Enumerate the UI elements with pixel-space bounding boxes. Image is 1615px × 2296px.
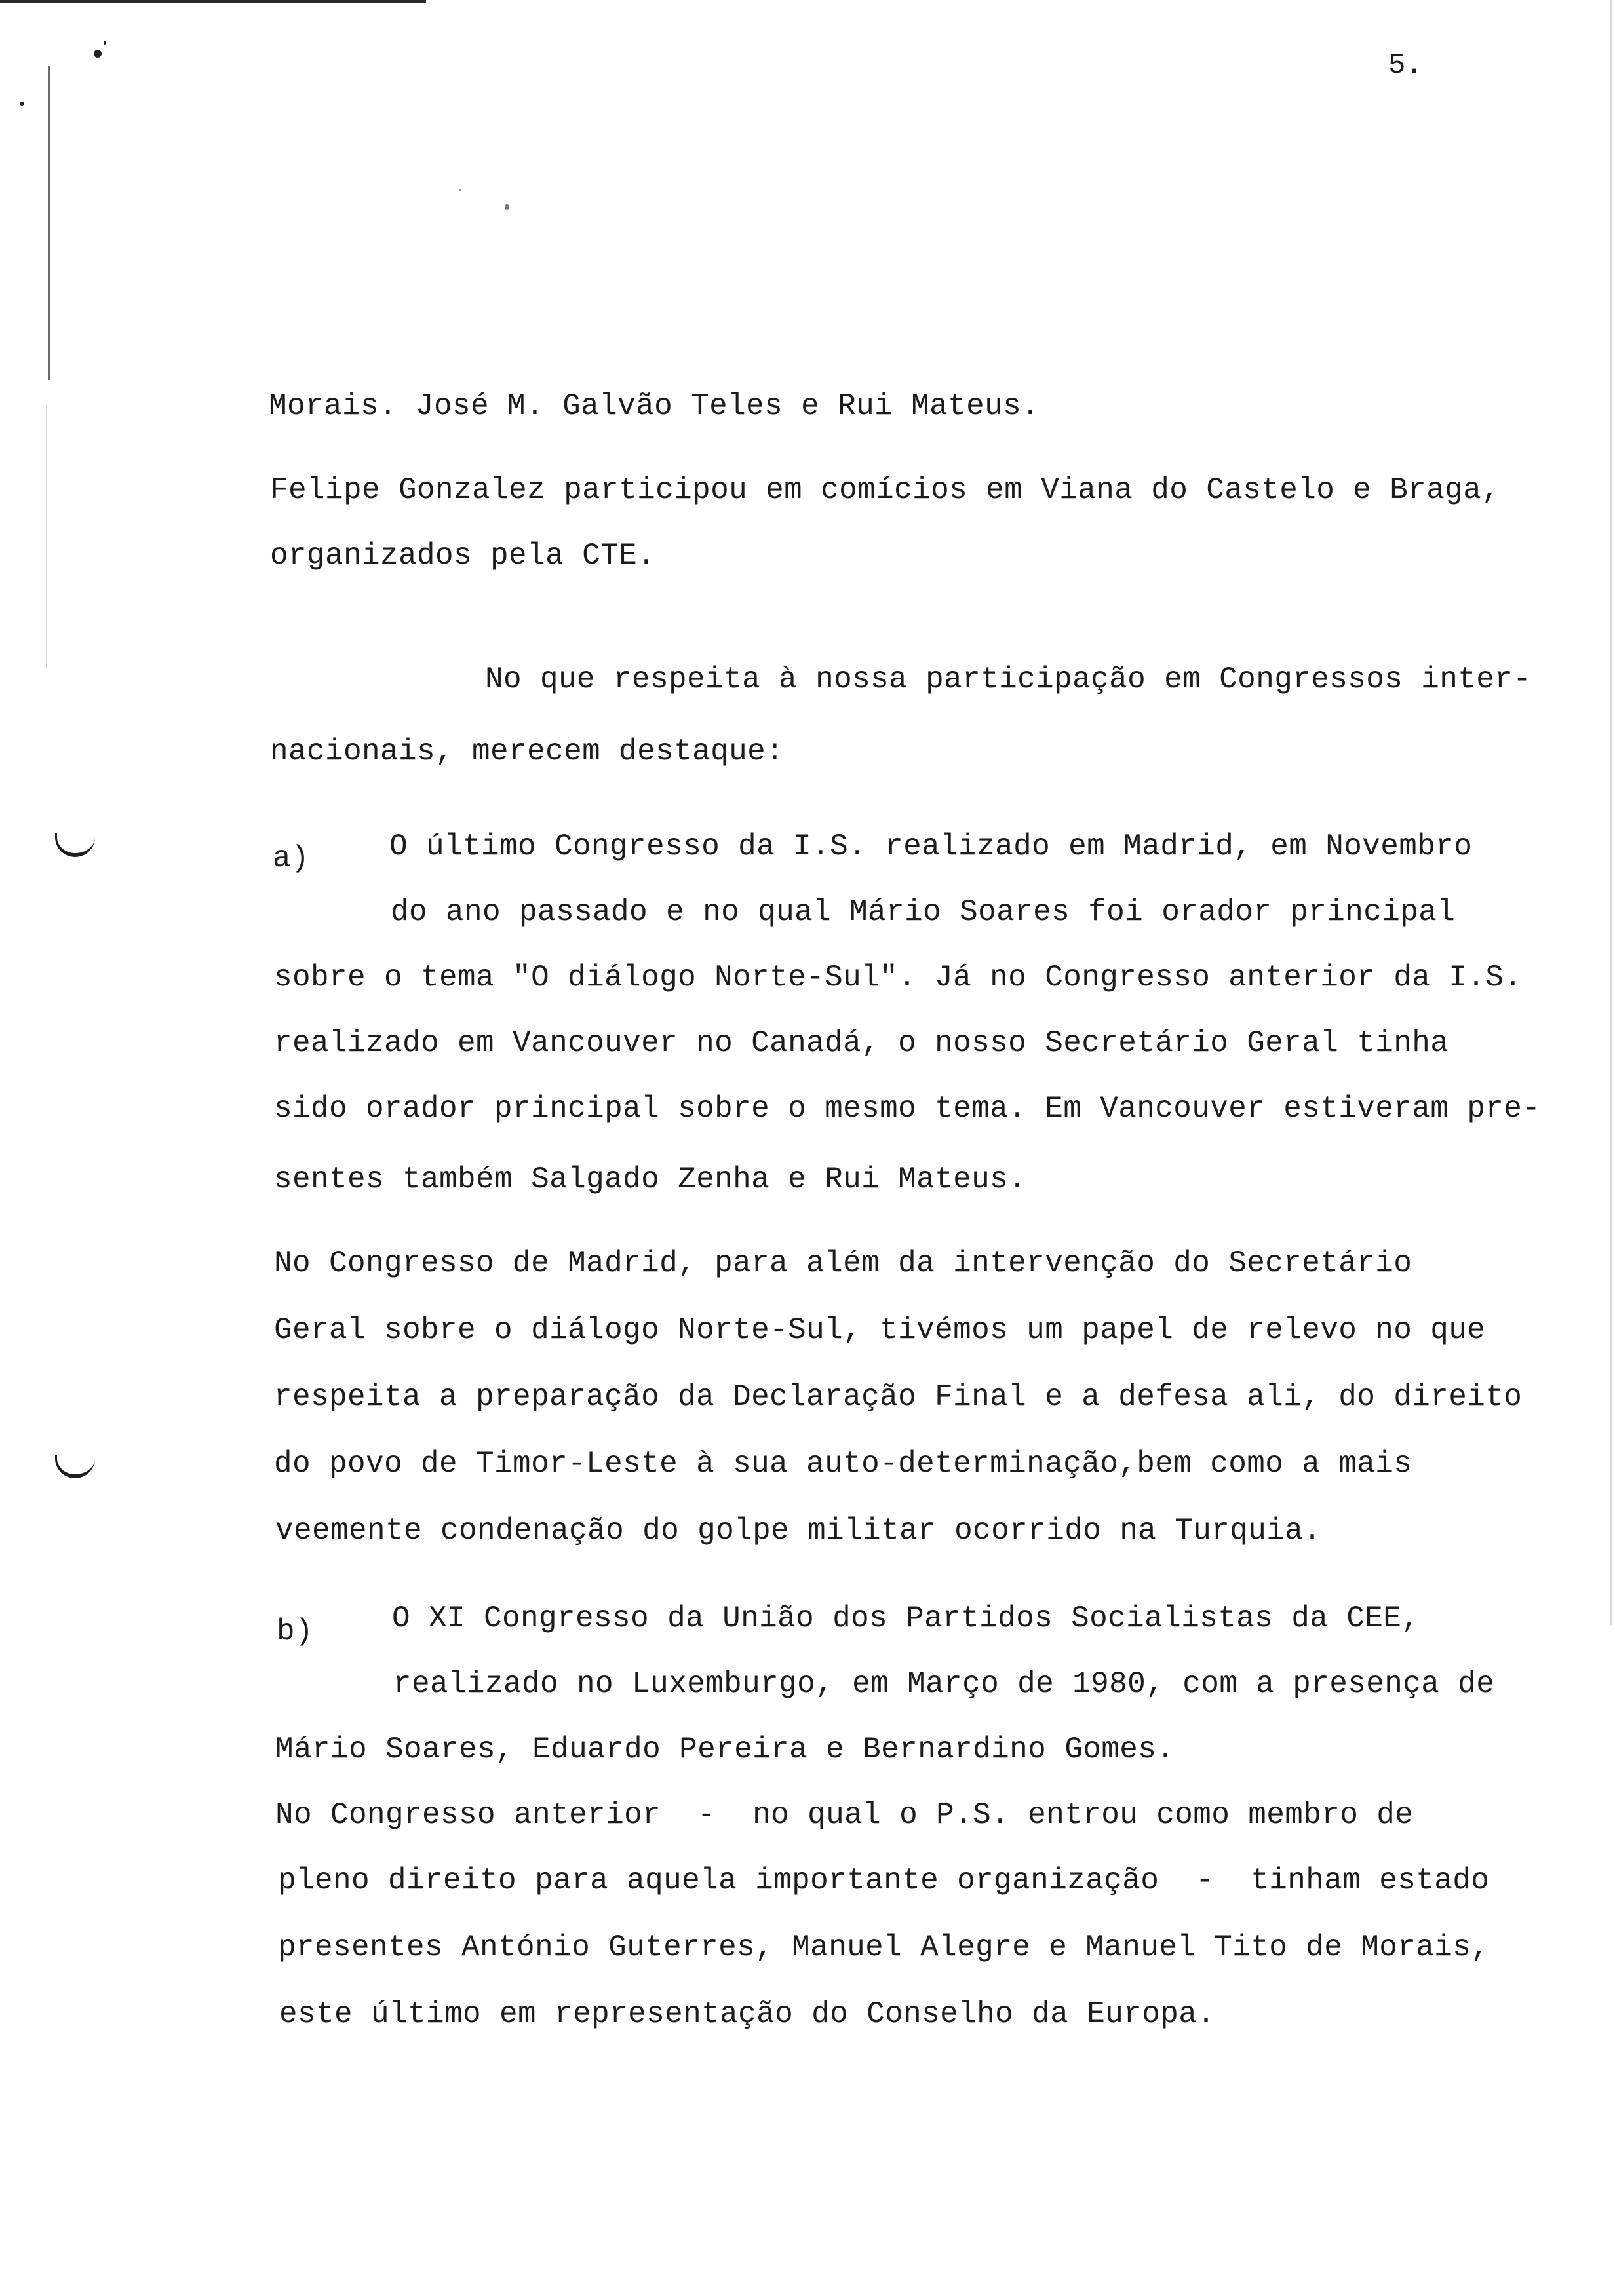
text-line: pleno direito para aquela importante organização - tinham estado (278, 1864, 1490, 1898)
text-line: do povo de Timor-Leste à sua auto-determinação,bem como a mais (274, 1447, 1412, 1481)
text-line: Felipe Gonzalez participou em comícios em Viana do Castelo e Braga, (270, 473, 1500, 507)
text-line: O XI Congresso da União dos Partidos Socialistas da CEE, (392, 1601, 1420, 1636)
text-line: No Congresso de Madrid, para além da intervenção do Secretário (274, 1246, 1412, 1280)
scan-speck (104, 41, 106, 45)
text-line: nacionais, merecem destaque: (270, 735, 785, 769)
text-line: presentes António Guterres, Manuel Alegre e Manuel Tito de Morais, (278, 1930, 1490, 1964)
text-line: respeita a preparação da Declaração Final e a defesa ali, do direito (274, 1380, 1523, 1414)
scan-right-rule (1610, 0, 1612, 1625)
text-line: este último em representação do Conselho da Europa. (279, 1997, 1216, 2031)
scan-speck (459, 189, 461, 191)
punch-hole-mark (55, 1455, 95, 1478)
text-line: Morais. José M. Galvão Teles e Rui Mateus. (269, 389, 1040, 423)
text-line: Geral sobre o diálogo Norte-Sul, tivémos um papel de relevo no que (274, 1313, 1486, 1347)
scan-top-rule (0, 0, 426, 3)
text-line: organizados pela CTE. (270, 539, 656, 573)
list-marker: b) (277, 1615, 314, 1649)
punch-hole-mark (55, 833, 95, 857)
text-line: No Congresso anterior - no qual o P.S. entrou como membro de (275, 1798, 1414, 1832)
text-line: O último Congresso da I.S. realizado em Madrid, em Novembro (389, 830, 1473, 864)
text-line: realizado no Luxemburgo, em Março de 1980, com a presença de (393, 1667, 1495, 1701)
scan-left-rule (48, 66, 50, 380)
text-line: realizado em Vancouver no Canadá, o nosso Secretário Geral tinha (274, 1026, 1449, 1060)
text-line: sido orador principal sobre o mesmo tema. Em Vancouver estiveram pre- (274, 1092, 1541, 1126)
text-line: No que respeita à nossa participação em Congressos inter- (485, 662, 1532, 697)
text-line: veemente condenação do golpe militar ocorrido na Turquia. (275, 1514, 1322, 1548)
scan-speck (20, 102, 24, 106)
text-line: Mário Soares, Eduardo Pereira e Bernardino Gomes. (275, 1732, 1175, 1767)
text-line: sentes também Salgado Zenha e Rui Mateus. (274, 1162, 1027, 1196)
scan-left-rule-faint (46, 406, 47, 668)
page-number: 5. (1388, 49, 1423, 82)
text-line: sobre o tema "O diálogo Norte-Sul". Já no Congresso anterior da I.S. (274, 961, 1523, 995)
scan-speck (505, 204, 509, 210)
scan-speck (94, 50, 102, 58)
text-line: do ano passado e no qual Mário Soares foi orador principal (391, 895, 1456, 929)
list-marker: a) (273, 841, 310, 875)
